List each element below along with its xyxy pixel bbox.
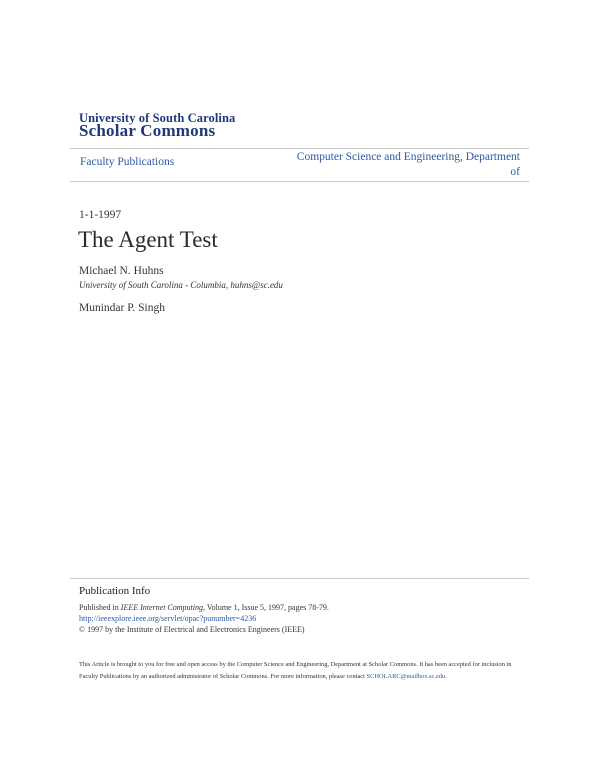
citation-prefix: Published in: [79, 603, 121, 612]
copyright-notice: © 1997 by the Institute of Electrical and Electronics Engineers (IEEE): [79, 625, 305, 634]
faculty-publications-link[interactable]: Faculty Publications: [80, 156, 175, 168]
access-notice: [79, 659, 519, 683]
article-title: The Agent Test: [78, 227, 218, 252]
publication-info-heading: Publication Info: [79, 585, 151, 597]
author-name: Munindar P. Singh: [79, 302, 165, 314]
university-name[interactable]: University of South Carolina: [79, 111, 236, 125]
access-notice-text: This Article is brought to you for free and open access by the Computer Science and Engineering, Department at Scholar Commons. It has been accepted for inclusion in Faculty Publications by an authorized administrator of Scholar Commons. For more information, please contact: [79, 661, 512, 680]
publication-date: 1-1-1997: [79, 209, 122, 221]
journal-name: IEEE Internet Computing: [120, 603, 203, 612]
publication-citation: [79, 603, 329, 612]
author-name: Michael N. Huhns: [79, 265, 164, 277]
department-link[interactable]: Computer Science and Engineering, Department of: [296, 151, 520, 178]
access-notice-end: .: [445, 673, 447, 680]
repository-name[interactable]: Scholar Commons: [79, 121, 216, 140]
contact-email-link[interactable]: SCHOLARC@mailbox.sc.edu: [366, 673, 446, 680]
divider-publication-info: [70, 578, 529, 579]
divider-top: [70, 148, 529, 149]
citation-suffix: , Volume 1, Issue 5, 1997, pages 78-79.: [203, 603, 329, 612]
publication-url-link[interactable]: http://ieeexplore.ieee.org/servlet/opac?punumber=4236: [79, 614, 257, 623]
author-affiliation: University of South Carolina - Columbia, huhns@sc.edu: [79, 280, 283, 290]
divider-bottom: [70, 181, 529, 182]
